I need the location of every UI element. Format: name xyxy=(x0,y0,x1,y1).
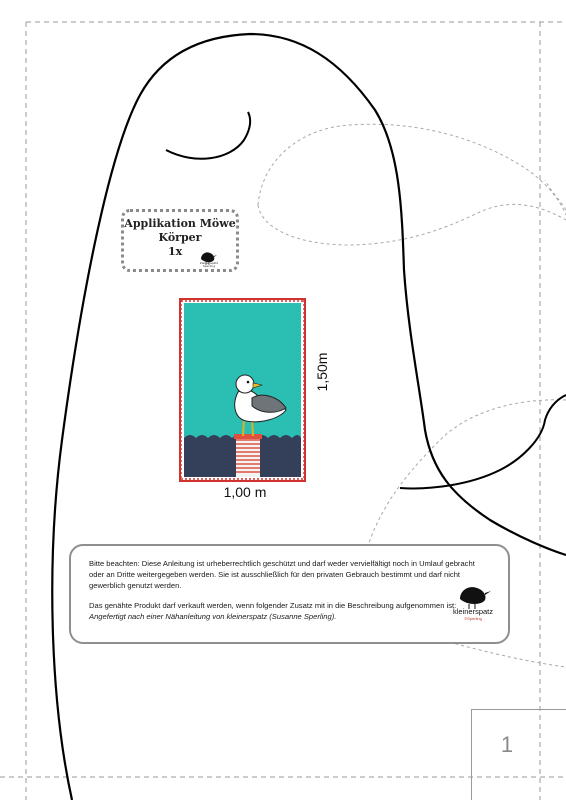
sparrow-logo-icon xyxy=(454,580,494,610)
applique-panel xyxy=(179,298,306,482)
right-edge-curve-bottom xyxy=(400,395,566,488)
brand-subtitle: ©Sperling xyxy=(464,616,482,621)
eye-mark xyxy=(166,112,250,159)
brand-name: kleinerspatz xyxy=(452,607,494,616)
notice-paragraph-2-credit: Angefertigt nach einer Nähanleitung von kleinerspatz (Susanne Sperling). xyxy=(89,612,337,621)
mini-logo-text: kleinerspatz Sperling xyxy=(199,261,219,268)
height-dimension: 1,50m xyxy=(314,352,330,392)
page-number-box xyxy=(471,709,566,800)
pattern-piece-label xyxy=(121,209,239,272)
body-outline xyxy=(52,34,566,800)
post-top xyxy=(234,434,262,439)
width-dimension: 1,00 m xyxy=(223,484,267,500)
right-edge-curve-top xyxy=(545,180,566,210)
piece-subtitle: Körper xyxy=(158,231,202,244)
piece-title: Applikation Möwe xyxy=(124,217,236,230)
notice-paragraph-1: Bitte beachten: Diese Anleitung ist urheberrechtlich geschützt und darf weder vervielfältigt noch in Umlauf gebracht oder an Dritte weitergegeben werden. Sie ist ausschließlich für den privaten Gebrauch bestimmt und darf nicht gewerblich genutzt werden. xyxy=(89,559,475,590)
copyright-notice xyxy=(69,544,510,644)
notice-paragraph-2-prefix: Das genähte Produkt darf verkauft werden, wenn folgender Zusatz mit in die Beschreibung aufgenommen ist: xyxy=(89,601,457,610)
piece-quantity: 1x xyxy=(168,245,183,258)
notice-paragraph-2 xyxy=(89,600,489,622)
page-number: 1 xyxy=(500,732,514,757)
